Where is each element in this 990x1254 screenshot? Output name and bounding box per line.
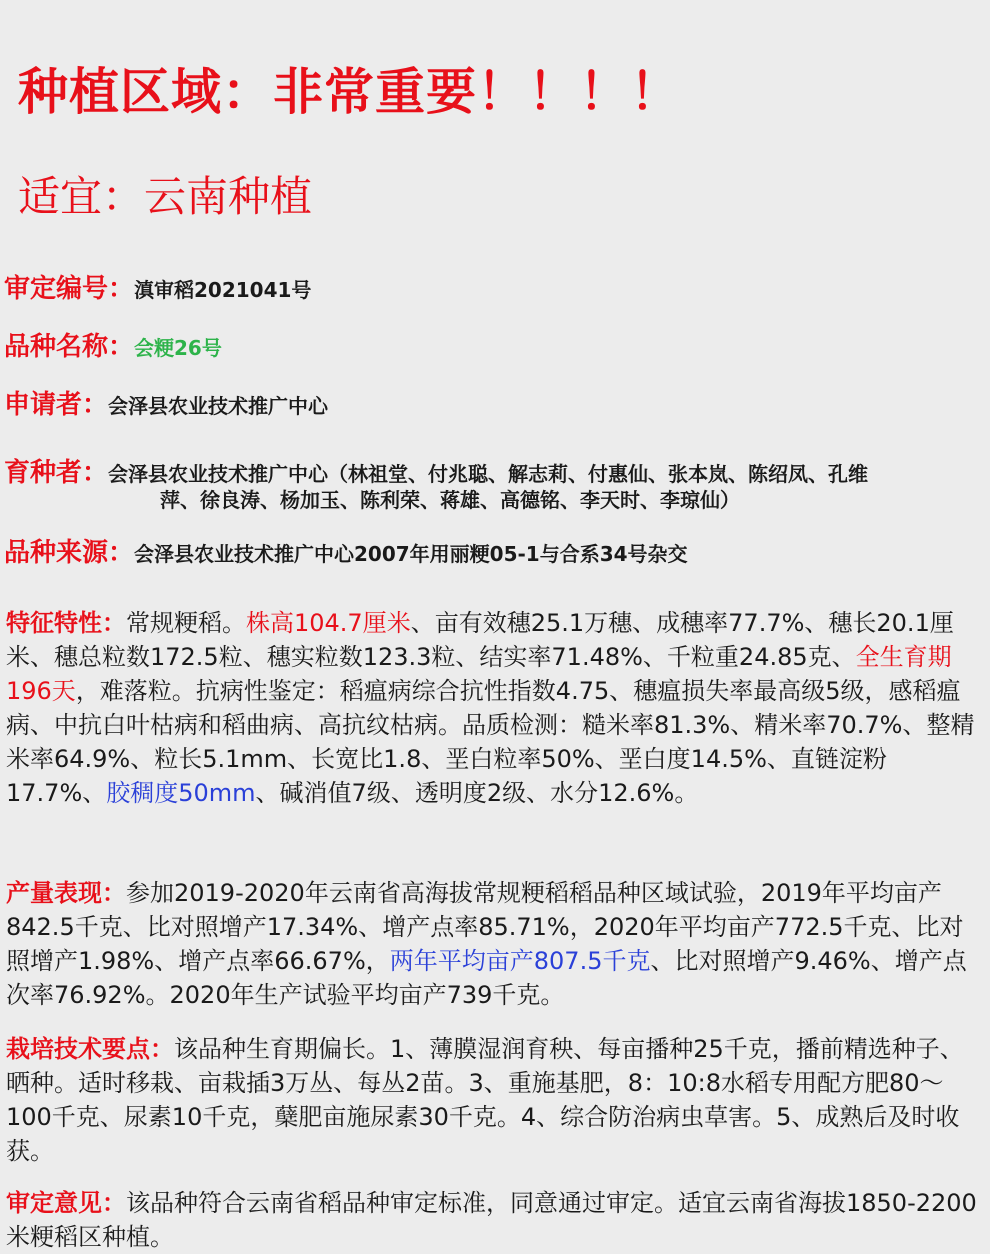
variety-name-row — [4, 326, 222, 363]
variety-name-value: 会粳26号 — [134, 336, 222, 360]
applicant-value: 会泽县农业技术推广中心 — [108, 394, 329, 418]
headline: 种植区域：非常重要！！！！ — [18, 63, 681, 121]
cultivation-paragraph — [6, 1032, 984, 1168]
opinion-label: 审定意见： — [6, 1189, 126, 1217]
variety-name-label: 品种名称： — [4, 332, 135, 362]
gel-consistency-highlight: 胶稠度50mm — [106, 779, 256, 807]
breeder-value-line2: 萍、徐良涛、杨加玉、陈利荣、蒋雄、高德铭、李天时、李琼仙） — [160, 488, 740, 512]
characteristics-label: 特征特性： — [6, 609, 126, 637]
yield-paragraph — [6, 876, 984, 1012]
breeder-label: 育种者： — [4, 458, 109, 488]
characteristics-text-1: 常规粳稻。 — [126, 609, 246, 637]
cultivation-label: 栽培技术要点： — [6, 1035, 174, 1063]
opinion-text: 该品种符合云南省稻品种审定标准，同意通过审定。适宜云南省海拔1850-2200米粳稻区种植。 — [6, 1189, 977, 1251]
approval-number-value: 滇审稻2021041号 — [134, 278, 312, 302]
yield-label: 产量表现： — [6, 879, 126, 907]
applicant-label: 申请者： — [4, 390, 109, 420]
characteristics-text-2: 、亩有效穗25.1万穗、成穗率77.7%、穗长20.1厘米、穗总粒数172.5粒、穗实粒数123.3粒、结实率71.48%、千粒重24.85克、 — [6, 609, 954, 671]
opinion-paragraph — [6, 1186, 984, 1254]
characteristics-paragraph — [6, 606, 984, 810]
yield-text-1: 参加2019-2020年云南省高海拔常规粳稻稻品种区域试验，2019年平均亩产842.5千克、比对照增产17.34%、增产点率85.71%，2020年平均亩产772.5千克、比对照增产1.98%、增产点率66.67%， — [6, 879, 964, 975]
source-row — [4, 532, 688, 569]
applicant-row — [4, 384, 328, 421]
breeder-value-line1: 会泽县农业技术推广中心（林祖堂、付兆聪、解志莉、付惠仙、张本岚、陈绍凤、孔维 — [108, 462, 869, 486]
approval-number-row — [4, 268, 311, 305]
yield-text-2: 、比对照增产9.46%、增产点次率76.92%。2020年生产试验平均亩产739千克。 — [6, 947, 967, 1009]
source-label: 品种来源： — [4, 538, 135, 568]
growth-period-highlight: 全生育期196天 — [6, 643, 952, 705]
cultivation-text: 该品种生育期偏长。1、薄膜湿润育秧、每亩播种25千克，播前精选种子、晒种。适时移栽、亩栽插3万丛、每丛2苗。3、重施基肥，8：10:8水稻专用配方肥80～100千克、尿素10千克，蘖肥亩施尿素30千克。4、综合防治病虫草害。5、成熟后及时收获。 — [6, 1035, 964, 1165]
characteristics-text-4: 、碱消值7级、透明度2级、水分12.6%。 — [255, 779, 699, 807]
approval-number-label: 审定编号： — [4, 274, 135, 304]
source-value: 会泽县农业技术推广中心2007年用丽粳05-1与合系34号杂交 — [134, 542, 688, 566]
characteristics-text-3: ，难落粒。抗病性鉴定：稻瘟病综合抗性指数4.75、穗瘟损失率最高级5级，感稻瘟病、中抗白叶枯病和稻曲病、高抗纹枯病。品质检测：糙米率81.3%、精米率70.7%、整精米率64.9%、粒长5.1mm、长宽比1.8、垩白粒率50%、垩白度14.5%、直链淀粉17.7%、 — [6, 677, 975, 807]
subheadline: 适宜：云南种植 — [18, 172, 313, 221]
plant-height-highlight: 株高104.7厘米 — [246, 609, 411, 637]
average-yield-highlight: 两年平均亩产807.5千克 — [389, 947, 651, 975]
